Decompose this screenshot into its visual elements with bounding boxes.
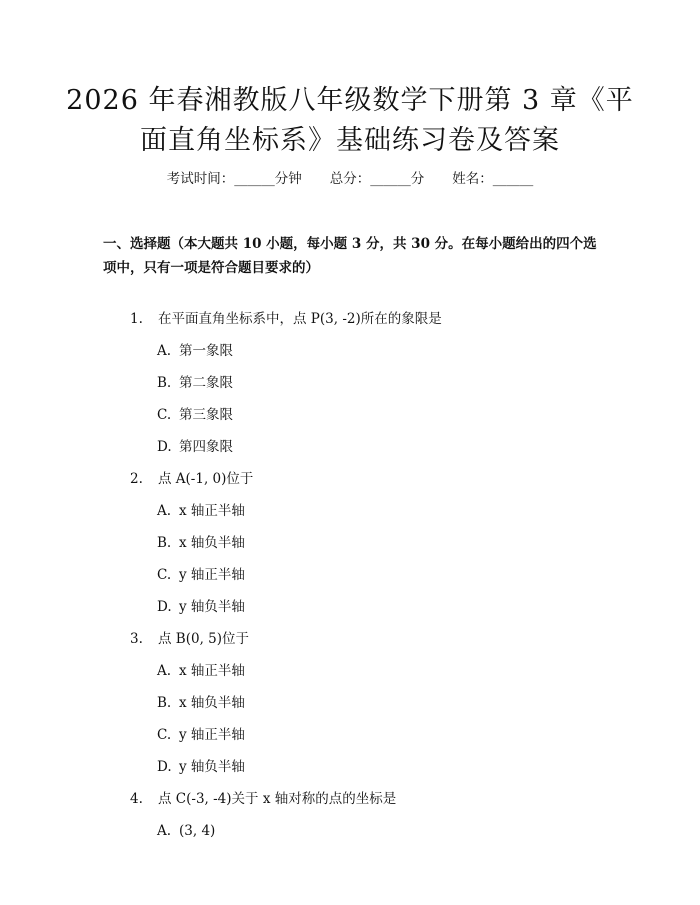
option-letter: B. [157,375,172,391]
question-number: 3. [130,631,143,647]
option-text: 第二象限 [179,375,233,391]
question-2-option-a [157,502,245,520]
option-letter: A. [157,503,172,519]
exam-time: 考试时间：______分钟 [166,171,302,187]
question-1-option-a [157,342,233,360]
option-letter: B. [157,695,172,711]
option-letter: A. [157,823,172,839]
option-text: x 轴正半轴 [179,663,245,679]
option-text: x 轴正半轴 [179,503,245,519]
question-4 [130,790,396,808]
option-text: 第三象限 [179,407,233,423]
question-text: 点 A(-1, 0)位于 [158,471,254,487]
exam-name: 姓名：______ [452,171,534,187]
option-text: (3, 4) [179,823,216,839]
option-text: x 轴负半轴 [179,535,245,551]
question-3-option-c [157,726,245,744]
question-4-option-a [157,822,215,840]
question-3-option-d [157,758,245,776]
option-letter: C. [157,407,172,423]
option-letter: D. [157,439,172,455]
section-heading-line-1: 一、选择题（本大题共 10 小题，每小题 3 分，共 30 分。在每小题给出的四个选 [103,236,597,252]
question-2-option-c [157,566,245,584]
question-1-option-c [157,406,233,424]
option-letter: C. [157,567,172,583]
question-1-option-d [157,438,233,456]
question-2 [130,470,253,488]
question-2-option-b [157,534,245,552]
question-3-option-b [157,694,245,712]
document-title-line-2: 面直角坐标系》基础练习卷及答案 [140,125,560,156]
question-text: 在平面直角坐标系中，点 P(3, -2)所在的象限是 [158,311,442,327]
question-number: 2. [130,471,143,487]
question-3-option-a [157,662,245,680]
question-1 [130,310,442,328]
section-heading [103,232,623,280]
option-letter: A. [157,663,172,679]
question-number: 1. [130,311,143,327]
option-text: y 轴负半轴 [179,759,245,775]
option-text: y 轴正半轴 [179,727,245,743]
question-number: 4. [130,791,143,807]
question-text: 点 B(0, 5)位于 [158,631,250,647]
option-letter: B. [157,535,172,551]
option-letter: D. [157,759,172,775]
question-text: 点 C(-3, -4)关于 x 轴对称的点的坐标是 [158,791,397,807]
option-letter: C. [157,727,172,743]
option-text: y 轴正半轴 [179,567,245,583]
option-text: 第一象限 [179,343,233,359]
exam-info [0,170,700,188]
question-2-option-d [157,598,245,616]
option-text: y 轴负半轴 [179,599,245,615]
document-title-line-1: 2026 年春湘教版八年级数学下册第 3 章《平 [66,85,634,116]
option-letter: D. [157,599,172,615]
section-heading-line-2: 项中，只有一项是符合题目要求的） [103,260,319,276]
option-text: 第四象限 [179,439,233,455]
option-text: x 轴负半轴 [179,695,245,711]
question-3 [130,630,249,648]
question-1-option-b [157,374,233,392]
exam-score: 总分：______分 [329,171,425,187]
option-letter: A. [157,343,172,359]
